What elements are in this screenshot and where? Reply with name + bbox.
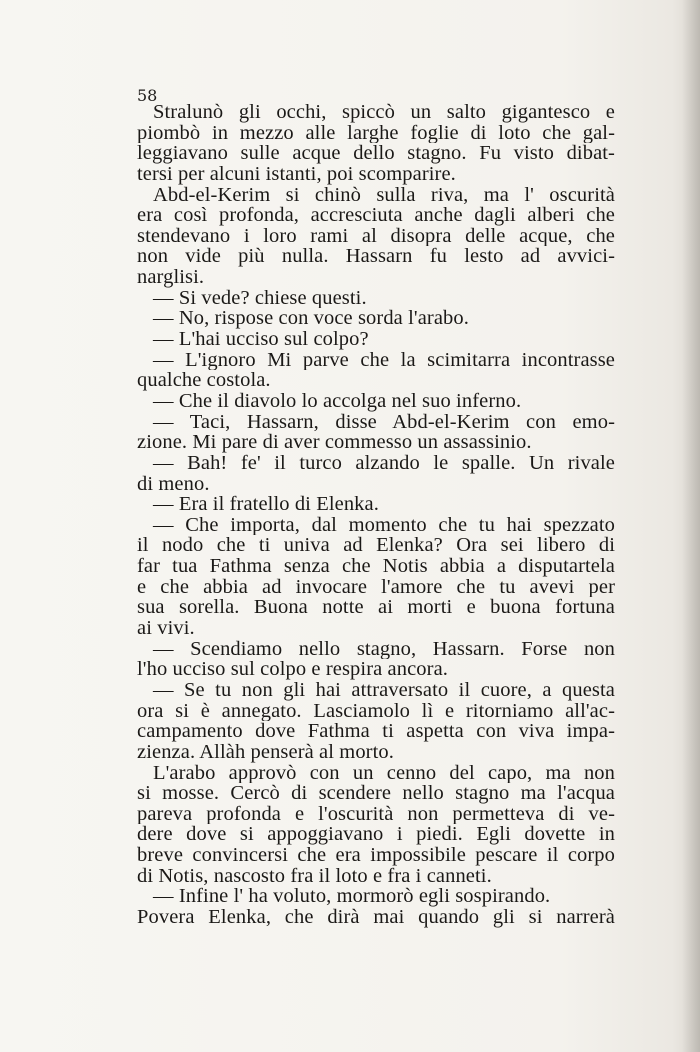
text-line: — Scendiamo nello stagno, Hassarn. Forse non [153,638,615,660]
text-line: l'ho ucciso sul colpo e respira ancora. [137,659,448,680]
text-line: leggiavano sulle acque dello stagno. Fu visto dibat- [137,143,615,164]
text-line: dere dove si appoggiavano i piedi. Egli dovette in [137,824,615,846]
text-line: — Bah! fe' il turco alzando le spalle. Un rivale [153,452,615,474]
text-line: — Era il fratello di Elenka. [153,494,379,515]
text-line: zienza. Allàh penserà al morto. [137,741,394,763]
text-line: — Si vede? chiese questi. [153,287,367,309]
text-line: — Se tu non gli hai attraversato il cuore, a questa [153,679,615,701]
text-line: zione. Mi pare di aver commesso un assassinio. [137,432,532,453]
text-line: ora si è annegato. Lasciamolo lì e ritorniamo all'ac- [137,700,615,722]
text-line: piombò in mezzo alle larghe foglie di loto che gal- [137,122,615,144]
text-line: ai vivi. [137,618,195,639]
text-line: narglisi. [137,267,205,288]
page-number: 58 [137,86,158,105]
text-line: il nodo che ti univa ad Elenka? Ora sei libero di [137,535,615,557]
text-line: campamento dove Fathma ti aspetta con viva impa- [137,721,615,742]
text-line: — Infine l' ha voluto, mormorò egli sospirando. [153,886,551,907]
text-line: era così profonda, accresciuta anche dagli alberi che [137,205,615,226]
text-line: stendevano i loro rami al disopra delle acque, che [137,225,615,247]
text-line: qualche costola. [137,370,271,391]
text-line: Stralunò gli occhi, spiccò un salto gigantesco e [153,102,615,123]
text-line: far tua Fathma senza che Notis abbia a disputartela [137,556,615,577]
text-line: pareva profonda e l'oscurità non permetteva di ve- [137,803,615,825]
text-line: — Che importa, dal momento che tu hai spezzato [153,514,615,536]
text-line: sua sorella. Buona notte ai morti e buona fortuna [137,597,615,619]
text-line: — Che il diavolo lo accolga nel suo inferno. [153,390,522,412]
text-line: — No, rispose con voce sorda l'arabo. [153,308,469,330]
text-line: breve convincersi che era impossibile pescare il corpo [137,845,615,866]
text-line: non vide più nulla. Hassarn fu lesto ad avvici- [137,246,615,268]
page-edge-shadow [682,0,700,1052]
body-text [137,102,615,928]
text-line: Povera Elenka, che dirà mai quando gli si narrerà [137,906,615,928]
text-line: tersi per alcuni istanti, poi scomparire. [137,163,456,185]
text-line: — L'hai ucciso sul colpo? [153,329,369,350]
text-line: Abd-el-Kerim si chinò sulla riva, ma l' oscurità [153,184,615,206]
text-line: di Notis, nascosto fra il loto e fra i canneti. [137,865,492,887]
text-line: si mosse. Cercò di scendere nello stagno ma l'acqua [137,783,615,804]
text-line: — L'ignoro Mi parve che la scimitarra incontrasse [153,349,615,371]
text-line: — Taci, Hassarn, disse Abd-el-Kerim con emo- [153,411,615,433]
text-line: L'arabo approvò con un cenno del capo, ma non [153,762,615,784]
text-line: di meno. [137,473,210,495]
text-line: e che abbia ad invocare l'amore che tu avevi per [137,576,615,598]
